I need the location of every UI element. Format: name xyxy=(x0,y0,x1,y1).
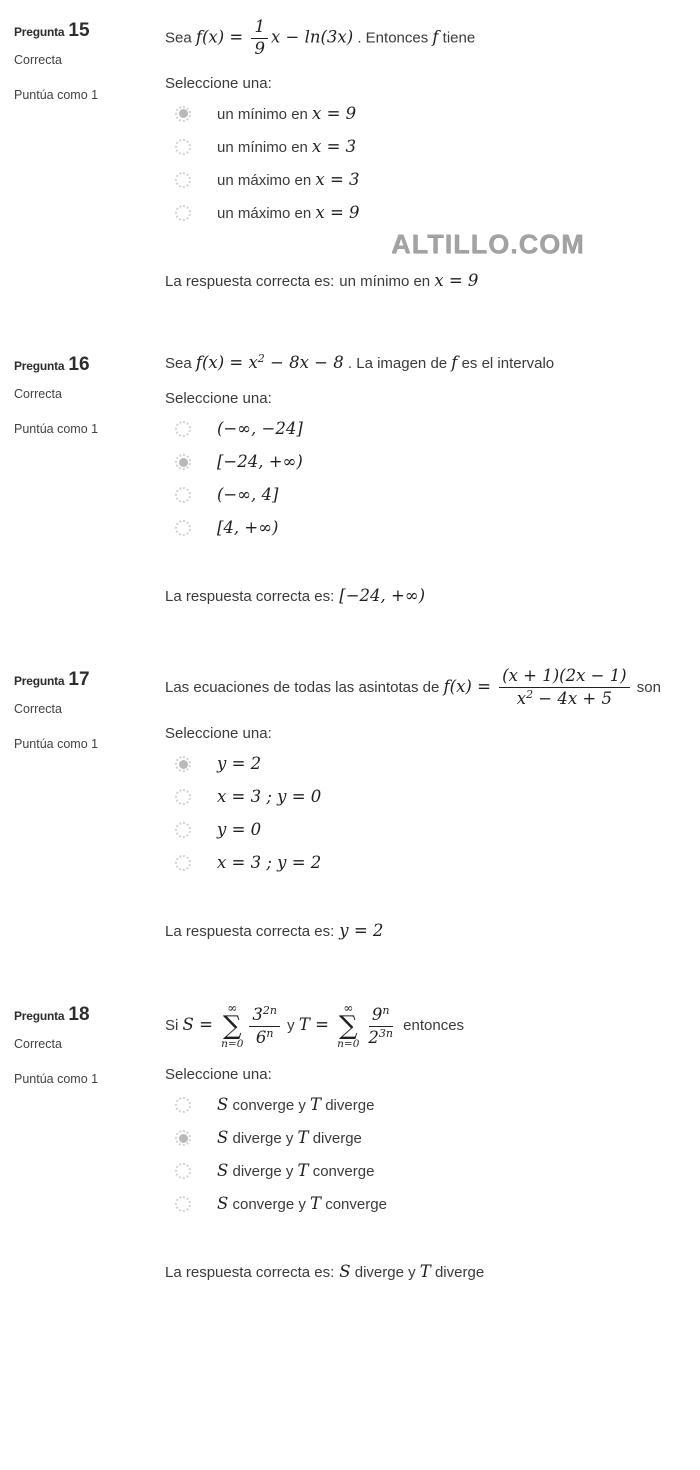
fraction-numerator xyxy=(499,667,629,688)
option-label xyxy=(217,853,321,873)
option-label xyxy=(217,452,303,472)
question-info xyxy=(14,1002,165,1281)
math-run: 1 xyxy=(254,17,265,36)
answer-option[interactable] xyxy=(165,485,692,505)
radio-dot xyxy=(179,793,188,802)
select-one-label: Seleccione una: xyxy=(165,725,272,743)
math-run: S xyxy=(217,1161,229,1181)
summation xyxy=(221,1002,243,1050)
math-superscript: 2 xyxy=(526,688,534,702)
text-run: Si xyxy=(165,1017,183,1035)
math-run: − 4x + 5 xyxy=(533,689,612,709)
correct-answer-line xyxy=(165,1262,692,1281)
options-group xyxy=(165,754,692,873)
text-run: tiene xyxy=(438,29,476,47)
fraction xyxy=(251,18,268,59)
math-run: S xyxy=(217,1095,229,1115)
option-radio[interactable] xyxy=(175,822,191,838)
math-run: x = 9 xyxy=(315,202,360,222)
option-label xyxy=(217,137,356,157)
correct-answer-text xyxy=(339,1264,484,1281)
question-body xyxy=(165,1002,700,1281)
math-superscript: 3n xyxy=(378,1026,393,1040)
fraction-numerator xyxy=(249,1005,280,1027)
question-number-value: 15 xyxy=(68,20,90,41)
math-run: (−∞, −24] xyxy=(217,419,303,439)
fraction-numerator xyxy=(369,1005,393,1027)
option-label xyxy=(217,1161,374,1181)
question-number-value: 16 xyxy=(68,353,90,375)
radio-dot xyxy=(179,491,188,500)
math-run: x = 9 xyxy=(434,270,479,290)
text-run: un mínimo en xyxy=(217,105,313,123)
text-run: converge y xyxy=(228,1196,311,1214)
text-run: converge xyxy=(308,1163,375,1181)
sigma-symbol: ∑ xyxy=(339,1011,358,1042)
radio-dot xyxy=(179,175,188,184)
radio-dot xyxy=(179,109,188,118)
option-radio[interactable] xyxy=(175,106,191,122)
question-status: Correcta xyxy=(14,386,62,401)
correct-answer-prefix: La respuesta correcta es: xyxy=(165,588,335,606)
correct-answer-line xyxy=(165,271,692,290)
question-info xyxy=(14,18,165,290)
question-body xyxy=(165,352,700,605)
text-run: un máximo en xyxy=(217,204,316,222)
option-radio[interactable] xyxy=(175,756,191,772)
option-label xyxy=(217,754,261,774)
math-run: y = 0 xyxy=(217,820,262,840)
answer-option[interactable] xyxy=(165,1095,692,1115)
option-label xyxy=(217,485,278,505)
option-label xyxy=(217,203,360,223)
question-info xyxy=(14,667,165,940)
option-radio[interactable] xyxy=(175,1163,191,1179)
question-number xyxy=(14,354,165,376)
text-run: diverge xyxy=(308,1130,362,1148)
sigma-symbol: ∑ xyxy=(222,1011,242,1042)
text-run: entonces xyxy=(399,1017,465,1035)
math-run: [−24, +∞) xyxy=(217,452,303,472)
math-run: y = 2 xyxy=(217,754,262,774)
math-run: 9 xyxy=(371,1004,383,1024)
answer-option[interactable] xyxy=(165,137,692,157)
radio-dot xyxy=(179,826,188,835)
radio-dot xyxy=(179,859,188,868)
option-label xyxy=(217,1095,374,1115)
answer-option[interactable] xyxy=(165,203,692,223)
text-run: y xyxy=(282,1017,299,1035)
text-run: diverge y xyxy=(228,1130,298,1148)
fraction xyxy=(249,1005,280,1048)
option-radio[interactable] xyxy=(175,1196,191,1212)
math-run: f(x) = x xyxy=(195,352,258,372)
text-run: un máximo en xyxy=(217,171,316,189)
answer-option[interactable] xyxy=(165,452,692,472)
text-run: un mínimo en xyxy=(339,272,435,290)
question-word-label: Pregunta xyxy=(14,1009,65,1024)
question-body xyxy=(165,18,700,290)
option-label xyxy=(217,1194,387,1214)
summation xyxy=(337,1002,359,1050)
option-radio[interactable] xyxy=(175,1130,191,1146)
text-run: . Entonces xyxy=(353,29,433,47)
answer-option[interactable] xyxy=(165,419,692,439)
question-number xyxy=(14,669,165,691)
math-run: x − ln(3x) xyxy=(270,27,354,47)
option-radio[interactable] xyxy=(175,454,191,470)
question-status: Correcta xyxy=(14,53,62,67)
question-number-value: 17 xyxy=(68,669,90,691)
fraction-denominator xyxy=(365,1027,396,1048)
math-run: − 8x − 8 xyxy=(264,352,344,372)
question-grade: Puntúa como 1 xyxy=(14,737,99,752)
radio-dot xyxy=(179,1134,188,1143)
radio-dot xyxy=(179,142,188,151)
text-run: converge y xyxy=(228,1097,311,1115)
question-text xyxy=(165,1002,692,1050)
math-superscript: 2n xyxy=(262,1003,277,1017)
options-group xyxy=(165,419,692,538)
question-list xyxy=(0,18,700,1281)
question-text xyxy=(165,18,692,59)
correct-answer-prefix: La respuesta correcta es: xyxy=(165,1264,335,1282)
question-word-label: Pregunta xyxy=(14,674,65,689)
math-run: T xyxy=(297,1128,309,1148)
select-one-label: Seleccione una: xyxy=(165,74,272,92)
math-run: T = xyxy=(298,1015,335,1035)
radio-dot xyxy=(179,1167,188,1176)
question-grade: Puntúa como 1 xyxy=(14,1072,99,1087)
option-label xyxy=(217,518,278,538)
text-run: son xyxy=(632,679,661,697)
math-run: 3 xyxy=(252,1004,263,1024)
question-number-value: 18 xyxy=(68,1004,90,1026)
math-superscript: n xyxy=(382,1003,390,1017)
fraction-denominator xyxy=(251,39,268,59)
summation-upper-limit: ∞ xyxy=(343,1001,354,1016)
fraction-denominator xyxy=(253,1027,277,1048)
math-run: T xyxy=(310,1095,322,1115)
fraction xyxy=(499,667,629,709)
radio-dot xyxy=(179,760,188,769)
math-run: [4, +∞) xyxy=(217,518,279,538)
correct-answer-text xyxy=(339,270,479,290)
correct-answer-prefix: La respuesta correcta es: xyxy=(165,923,335,941)
option-radio[interactable] xyxy=(175,139,191,155)
option-radio[interactable] xyxy=(175,1097,191,1113)
watermark: ALTILLO.COM xyxy=(391,229,585,259)
math-run: f(x) = xyxy=(443,677,497,697)
answer-option[interactable] xyxy=(165,754,692,774)
math-run: S xyxy=(217,1128,229,1148)
text-run: Sea xyxy=(165,354,196,372)
question-word-label: Pregunta xyxy=(14,358,65,373)
correct-answer-prefix: La respuesta correcta es: xyxy=(165,272,335,290)
question-status: Correcta xyxy=(14,1037,62,1052)
math-run: f xyxy=(451,352,458,372)
radio-dot xyxy=(179,208,188,217)
question-grade: Puntúa como 1 xyxy=(14,88,99,102)
math-run: x = 3 ; y = 2 xyxy=(217,853,322,873)
option-radio[interactable] xyxy=(175,520,191,536)
math-run: f(x) = xyxy=(195,27,249,47)
answer-option[interactable] xyxy=(165,104,692,124)
math-run: T xyxy=(419,1262,431,1282)
text-run: . La imagen de xyxy=(343,354,452,372)
answer-option[interactable] xyxy=(165,170,692,190)
answer-option[interactable] xyxy=(165,820,692,840)
math-run: [−24, +∞) xyxy=(339,586,426,606)
radio-dot xyxy=(179,425,188,434)
option-radio[interactable] xyxy=(175,172,191,188)
radio-dot xyxy=(179,1101,188,1110)
math-run: 9 xyxy=(254,38,265,58)
math-run: (−∞, 4] xyxy=(217,485,279,505)
math-run: x = 3 ; y = 0 xyxy=(217,787,322,807)
question-grade: Puntúa como 1 xyxy=(14,421,99,436)
math-run: 6 xyxy=(255,1027,267,1047)
answer-option[interactable] xyxy=(165,518,692,538)
options-group xyxy=(165,104,692,223)
text-run: converge xyxy=(321,1196,387,1214)
question-18 xyxy=(0,1002,700,1281)
answer-option[interactable] xyxy=(165,1128,692,1148)
answer-option[interactable] xyxy=(165,787,692,807)
question-number xyxy=(14,1004,165,1026)
text-run: diverge y xyxy=(228,1163,298,1181)
math-superscript: n xyxy=(266,1026,274,1040)
option-radio[interactable] xyxy=(175,421,191,437)
option-label xyxy=(217,1128,362,1148)
question-15 xyxy=(0,18,700,290)
question-text xyxy=(165,352,692,374)
question-status: Correcta xyxy=(14,702,62,717)
answer-option[interactable] xyxy=(165,853,692,873)
text-run: diverge xyxy=(321,1097,375,1115)
correct-answer-line xyxy=(165,921,692,940)
text-run: es el intervalo xyxy=(457,354,555,372)
math-run: T xyxy=(297,1161,309,1181)
math-superscript: 2 xyxy=(257,351,265,365)
option-label xyxy=(217,787,321,807)
option-radio[interactable] xyxy=(175,205,191,221)
correct-answer-line xyxy=(165,586,692,605)
option-label xyxy=(217,170,360,190)
option-label xyxy=(217,104,356,124)
answer-option[interactable] xyxy=(165,1161,692,1181)
math-run: f xyxy=(432,27,439,47)
math-run: x = 9 xyxy=(312,103,357,123)
math-run: y = 2 xyxy=(339,921,384,941)
select-one-label: Seleccione una: xyxy=(165,390,272,408)
question-word-label: Pregunta xyxy=(14,25,65,39)
summation-lower-limit: n=0 xyxy=(221,1037,244,1050)
text-run: diverge xyxy=(430,1264,485,1282)
text-run: Las ecuaciones de todas las asintotas de xyxy=(165,679,444,697)
correct-answer-text xyxy=(339,588,425,605)
radio-dot xyxy=(179,458,188,467)
radio-dot xyxy=(179,524,188,533)
option-label xyxy=(217,419,303,439)
math-run: 2 xyxy=(368,1027,379,1047)
question-16 xyxy=(0,352,700,605)
select-one-label: Seleccione una: xyxy=(165,1066,272,1084)
math-run: x xyxy=(516,689,527,709)
fraction-numerator xyxy=(251,18,268,39)
math-run: S xyxy=(217,1194,229,1214)
question-17 xyxy=(0,667,700,940)
math-run: T xyxy=(310,1194,322,1214)
fraction-denominator xyxy=(514,688,615,709)
question-number xyxy=(14,20,165,42)
summation-lower-limit: n=0 xyxy=(337,1037,360,1050)
math-run: (x + 1)(2x − 1) xyxy=(502,666,627,686)
option-label xyxy=(217,820,261,840)
math-run: S xyxy=(339,1262,351,1282)
fraction xyxy=(365,1005,396,1048)
question-text xyxy=(165,667,692,709)
question-body xyxy=(165,667,700,940)
radio-dot xyxy=(179,1200,188,1209)
option-radio[interactable] xyxy=(175,789,191,805)
math-run: x = 3 xyxy=(315,169,360,189)
math-run: x = 3 xyxy=(312,136,357,156)
option-radio[interactable] xyxy=(175,855,191,871)
correct-answer-text xyxy=(339,923,383,940)
math-run: S = xyxy=(182,1015,219,1035)
answer-option[interactable] xyxy=(165,1194,692,1214)
text-run: diverge y xyxy=(350,1264,420,1282)
options-group xyxy=(165,1095,692,1214)
option-radio[interactable] xyxy=(175,487,191,503)
text-run: Sea xyxy=(165,29,196,47)
summation-upper-limit: ∞ xyxy=(227,1001,238,1016)
question-info xyxy=(14,352,165,605)
text-run: un mínimo en xyxy=(217,138,313,156)
